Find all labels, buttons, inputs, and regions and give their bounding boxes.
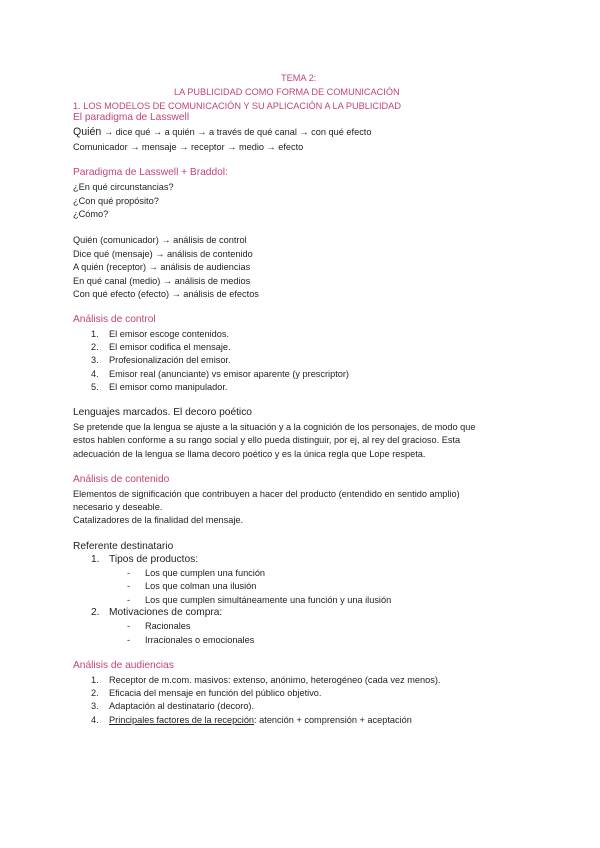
product-type-3: Los que cumplen simultáneamente una función y una ilusión: [145, 595, 392, 605]
question-3: ¿Cómo?: [73, 209, 109, 219]
audiencias-num-2: 2.: [91, 688, 99, 698]
contenido-title: Análisis de contenido: [73, 474, 170, 485]
contenido-line-2: necesario y deseable.: [73, 502, 163, 512]
lenguajes-title: Lenguajes marcados. El decoro poético: [73, 407, 252, 418]
control-num-4: 4.: [91, 369, 99, 379]
referente-title: Referente destinatario: [73, 541, 174, 552]
control-item-3: Profesionalización del emisor.: [109, 355, 231, 365]
control-item-5: El emisor como manipulador.: [109, 382, 228, 392]
mapping-line-3: A quién (receptor) → análisis de audiencias: [73, 262, 251, 272]
dash-1: -: [127, 568, 131, 578]
control-num-5: 5.: [91, 382, 99, 392]
reception-factors-value: : atención + comprensión + aceptación: [254, 715, 412, 725]
audiencias-title: Análisis de audiencias: [73, 660, 174, 671]
contenido-line-1: Elementos de significación que contribuyen a hacer del producto (entendido en sentido amplio): [73, 489, 460, 499]
lenguajes-line-3: adecuación de la lengua se llama decoro poético y es la única regla que Lope respeta.: [73, 449, 426, 459]
question-1: ¿En qué circunstancias?: [73, 182, 174, 192]
lasswell-line-2: Comunicador → mensaje → receptor → medio → efecto: [73, 142, 304, 152]
audiencias-num-3: 3.: [91, 701, 99, 711]
audiencias-item-4: [109, 714, 412, 726]
control-num-2: 2.: [91, 342, 99, 352]
topic-number: TEMA 2:: [281, 73, 317, 83]
referente-num-2: 2.: [91, 607, 100, 618]
mapping-line-4: En qué canal (medio) → análisis de medios: [73, 276, 251, 286]
mapping-line-1: Quién (comunicador) → análisis de control: [73, 235, 247, 245]
dash-5: -: [127, 635, 131, 645]
lasswell-title: El paradigma de Lasswell: [73, 112, 190, 123]
section-heading: 1. LOS MODELOS DE COMUNICACIÓN Y SU APLICACIÓN A LA PUBLICIDAD: [73, 101, 401, 111]
audiencias-item-3: Adaptación al destinatario (decoro).: [109, 701, 255, 711]
motivation-2: Irracionales o emocionales: [145, 635, 255, 645]
lasswell-first-word: Quién: [73, 126, 102, 138]
audiencias-num-1: 1.: [91, 675, 99, 685]
referente-num-1: 1.: [91, 554, 100, 565]
dash-4: -: [127, 621, 131, 631]
dash-2: -: [127, 581, 131, 591]
motivation-1: Racionales: [145, 621, 191, 631]
dash-3: -: [127, 595, 131, 605]
control-title: Análisis de control: [73, 314, 156, 325]
contenido-line-3: Catalizadores de la finalidad del mensaje.: [73, 515, 244, 525]
product-type-2: Los que colman una ilusión: [145, 581, 257, 591]
audiencias-item-1: Receptor de m.com. masivos: extenso, anónimo, heterogéneo (cada vez menos).: [109, 675, 441, 685]
mapping-line-2: Dice qué (mensaje) → análisis de contenido: [73, 249, 253, 259]
control-item-1: El emisor escoge contenidos.: [109, 329, 230, 339]
control-item-2: El emisor codifica el mensaje.: [109, 342, 231, 352]
product-type-1: Los que cumplen una función: [145, 568, 266, 578]
question-2: ¿Con qué propósito?: [73, 196, 159, 206]
control-item-4: Emisor real (anunciante) vs emisor aparente (y prescriptor): [109, 369, 349, 379]
lenguajes-line-2: estos hablen conforme a su rango social y ello pueda distinguir, por ej, al rey del gracioso. Esta: [73, 435, 461, 445]
reception-factors-label: Principales factores de la recepción: [109, 715, 255, 725]
control-num-3: 3.: [91, 355, 99, 365]
topic-title: LA PUBLICIDAD COMO FORMA DE COMUNICACIÓN: [174, 87, 400, 97]
lenguajes-line-1: Se pretende que la lengua se ajuste a la situación y a la cognición de los personajes, de modo que: [73, 422, 476, 432]
mapping-line-5: Con qué efecto (efecto) → análisis de efectos: [73, 289, 259, 299]
control-num-1: 1.: [91, 329, 99, 339]
audiencias-num-4: 4.: [91, 715, 99, 725]
audiencias-item-2: Eficacia del mensaje en función del público objetivo.: [109, 688, 322, 698]
braddol-title: Paradigma de Lasswell + Braddol:: [73, 167, 228, 178]
referente-item-2: Motivaciones de compra:: [109, 607, 223, 618]
referente-item-1: Tipos de productos:: [109, 554, 199, 565]
lasswell-line-1: [73, 126, 371, 138]
lasswell-line-1-rest: → dice qué → a quién → a través de qué canal → con qué efecto: [101, 127, 372, 137]
